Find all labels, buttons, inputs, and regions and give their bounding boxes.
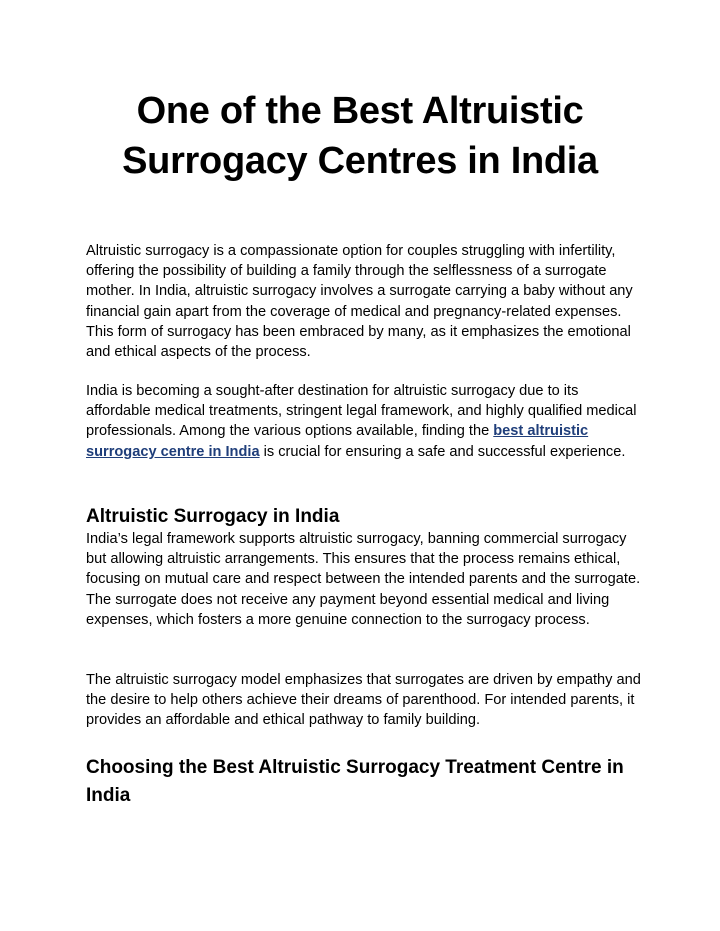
page-title: One of the Best Altruistic Surrogacy Centres in India: [122, 90, 598, 182]
intro-paragraph: Altruistic surrogacy is a compassionate option for couples struggling with infertility, offering the possibility of building a family through the selflessness of a surrogate mother. In India, altruistic surrogacy involves a surrogate carrying a baby without any financial gain apart from the coverage of medical and pregnancy-related expenses. This form of surrogacy has been embraced by many, as it emphasizes the emotional and ethical aspects of the process.: [86, 243, 633, 361]
destination-text-end: is crucial for ensuring a safe and successful experience.: [259, 443, 626, 460]
destination-text-start: India is becoming a sought-after destination for altruistic surrogacy due to its affordable medical treatments, stringent legal framework, and highly qualified medical professionals. Among the various options available, finding the: [86, 383, 637, 440]
best-centre-link[interactable]: best altruistic surrogacy centre in India: [86, 423, 589, 460]
legal-framework-paragraph: India’s legal framework supports altruistic surrogacy, banning commercial surrogacy but allowing altruistic arrangements. This ensures that the process remains ethical, focusing on mutual care and respect between the intended parents and the surrogate. The surrogate does not receive any payment beyond essential medical and living expenses, which fosters a more genuine connection to the surrogacy process.: [86, 531, 641, 628]
section-heading-choosing-centre: Choosing the Best Altruistic Surrogacy Treatment Centre in India: [86, 757, 624, 806]
surrogacy-model-paragraph: The altruistic surrogacy model emphasizes that surrogates are driven by empathy and the desire to help others achieve their dreams of parenthood. For intended parents, it provides an affordable and ethical pathway to family building.: [86, 672, 641, 729]
section-heading-altruistic-surrogacy: Altruistic Surrogacy in India: [86, 506, 340, 527]
destination-paragraph: [86, 381, 642, 462]
